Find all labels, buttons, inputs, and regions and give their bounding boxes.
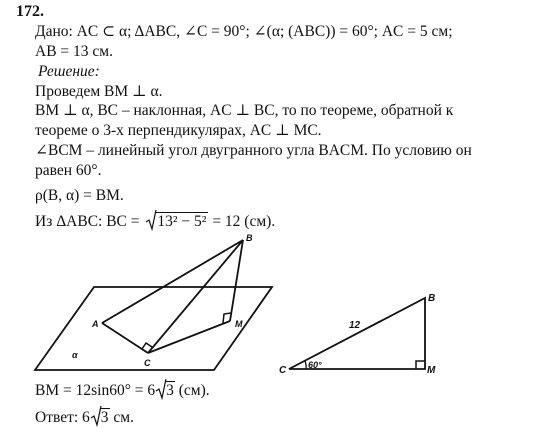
label-B2: B — [428, 293, 436, 304]
bm-prefix: BM = 12sin60° = 6 — [35, 382, 156, 399]
right-angle-M2 — [416, 361, 425, 369]
given-line-1: Дано: AC ⊂ α; ΔABC, ∠C = 90°; ∠(α; (ABC)) = 60°; AC = 5 см; — [35, 23, 453, 40]
solution-line-1: Проведем BM ⊥ α. — [35, 83, 163, 100]
bc-radicand: 13² − 5² — [157, 213, 207, 230]
distance-line: ρ(B, α) = BM. — [35, 187, 124, 204]
bm-radicand: 3 — [166, 382, 174, 399]
label-alpha: α — [72, 350, 78, 360]
angle-arc-C — [305, 361, 306, 369]
answer-radicand: 3 — [100, 409, 109, 426]
label-A: A — [92, 319, 99, 329]
given-line-2: AB = 13 см. — [35, 43, 113, 60]
label-M: M — [235, 319, 243, 329]
label-angle: 60° — [308, 360, 322, 370]
label-B: B — [246, 233, 253, 243]
label-hypotenuse: 12 — [349, 320, 361, 331]
bc-prefix: Из ΔABC: BC = — [35, 213, 140, 230]
triangle-BCM — [289, 298, 425, 369]
solution-line-3: теореме о 3-х перпендикулярах, AC ⊥ MC. — [35, 122, 322, 139]
bm-suffix: (см). — [178, 382, 210, 399]
label-C: C — [144, 358, 151, 368]
problem-number: 172. — [16, 3, 44, 20]
bc-suffix: = 12 (см). — [212, 213, 276, 230]
solution-heading: Решение: — [38, 63, 100, 80]
solution-line-5: равен 60°. — [35, 162, 102, 179]
label-M2: M — [427, 365, 436, 376]
solution-line-2: BM ⊥ α, BC – наклонная, AC ⊥ BC, то по теореме, обратной к — [35, 102, 454, 119]
answer-suffix: см. — [113, 409, 134, 426]
answer-prefix: Ответ: 6 — [35, 409, 90, 426]
label-C2: C — [279, 365, 287, 376]
solution-line-4: ∠BCM – линейный угол двугранного угла BACM. По условию он — [35, 142, 472, 159]
